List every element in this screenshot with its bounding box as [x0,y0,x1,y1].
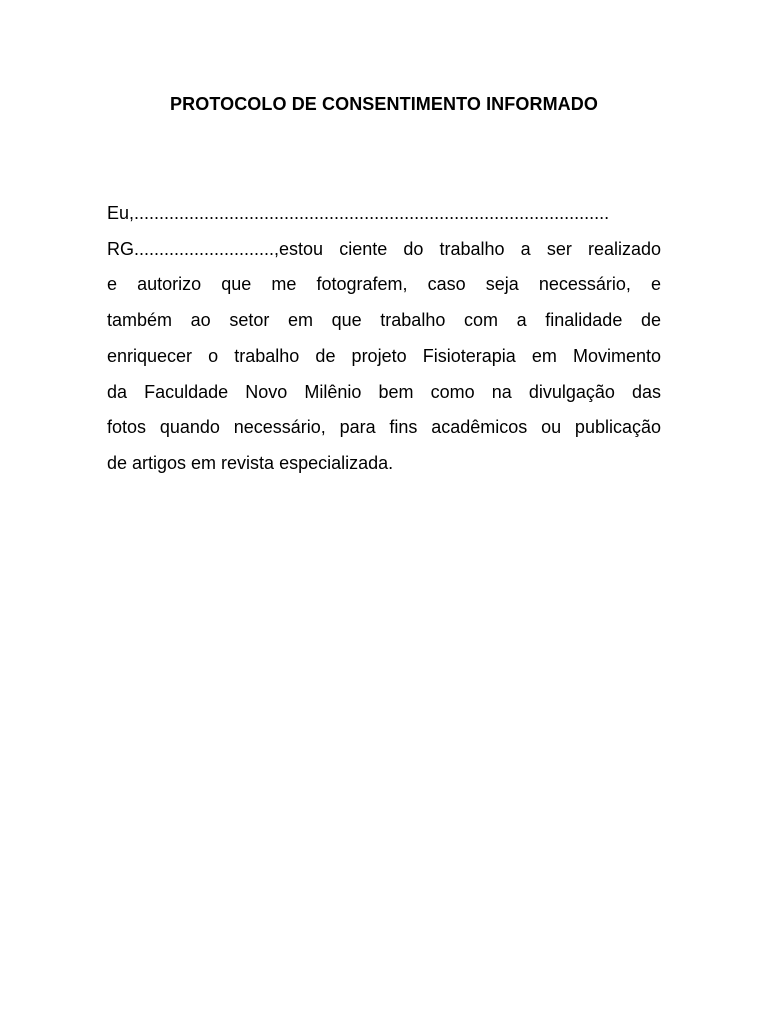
paragraph-line: enriquecer o trabalho de projeto Fisioterapia em Movimento [107,345,661,366]
document-title: PROTOCOLO DE CONSENTIMENTO INFORMADO [170,94,598,114]
consent-paragraph [107,196,661,482]
paragraph-line: e autorizo que me fotografem, caso seja necessário, e [107,274,661,295]
paragraph-line-name-blank: Eu,............................................................................................... [107,203,610,223]
paragraph-line-rg: RG............................,estou ciente do trabalho a ser realizado [107,238,661,259]
paragraph-line-last: de artigos em revista especializada. [107,452,394,473]
paragraph-line: também ao setor em que trabalho com a finalidade de [107,310,661,331]
paragraph-line: da Faculdade Novo Milênio bem como na divulgação das [107,381,661,402]
paragraph-line: fotos quando necessário, para fins acadêmicos ou publicação [107,417,661,438]
